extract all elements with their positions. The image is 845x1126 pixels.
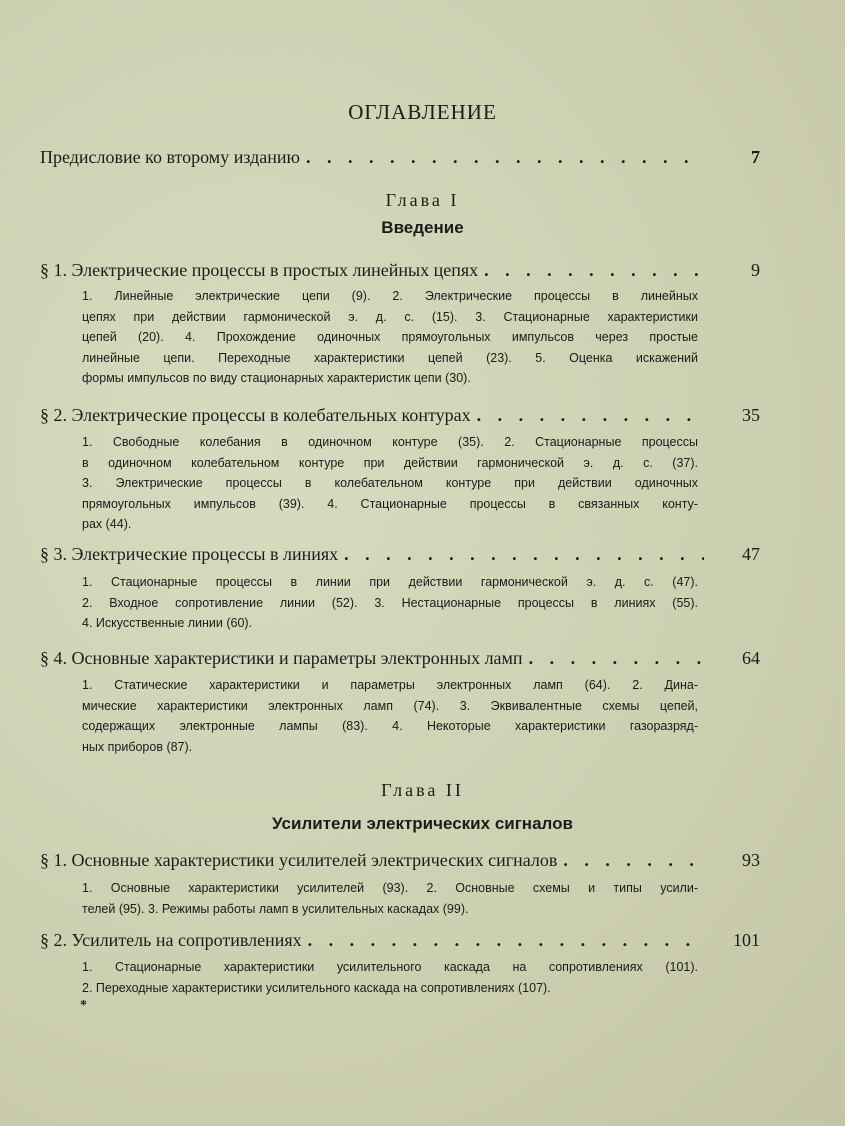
toc-page-number: 93 [742, 850, 760, 870]
toc-page-number: 9 [751, 260, 760, 280]
dot-leader [344, 544, 704, 565]
subtopic-line: 4. Искусственные линии (60). [82, 616, 253, 631]
dot-leader [563, 850, 704, 871]
subtopic-line: цепей (20). 4. Прохождение одиночных прямоугольных импульсов через простые [82, 330, 698, 345]
toc-page-number: 64 [742, 648, 760, 668]
section-subtopics [82, 957, 698, 998]
subtopic-line: 1. Стационарные процессы в линии при действии гармонической э. д. с. (47). [82, 575, 698, 589]
toc-page-number: 35 [742, 405, 760, 425]
chapter-title: Введение [381, 218, 464, 237]
subtopic-line: 2. Входное сопротивление линии (52). 3. Нестационарные процессы в линиях (55). [82, 595, 698, 610]
subtopic-line: 1. Статические характеристики и параметры электронных ламп (64). 2. Дина- [82, 678, 698, 692]
page-title: ОГЛАВЛЕНИЕ [348, 100, 497, 124]
toc-section [40, 930, 760, 951]
section-subtopics [82, 432, 698, 535]
chapter-label: Глава I [385, 190, 460, 210]
toc-page-number: 101 [733, 930, 760, 950]
section-heading: § 1. Электрические процессы в простых линейных цепях [40, 260, 479, 280]
toc-section [40, 544, 760, 565]
toc-entry-label: Предисловие ко второму изданию [40, 147, 300, 167]
subtopic-line: рах (44). [82, 517, 132, 532]
section-subtopics [82, 286, 698, 389]
section-heading: § 4. Основные характеристики и параметры электронных ламп [40, 648, 523, 668]
footer-mark: * [80, 998, 87, 1013]
section-heading: § 1. Основные характеристики усилителей электрических сигналов [40, 850, 558, 870]
subtopic-line: 1. Стационарные характеристики усилительного каскада на сопротивлениях (101). [82, 960, 698, 974]
subtopic-line: прямоугольных импульсов (39). 4. Стационарные процессы в связанных конту- [82, 496, 698, 511]
subtopic-line: мические характеристики электронных ламп (74). 3. Эквивалентные схемы цепей, [82, 698, 698, 713]
section-subtopics [82, 878, 698, 919]
section-heading: § 3. Электрические процессы в линиях [40, 544, 339, 564]
toc-section [40, 850, 760, 871]
subtopic-line: 2. Переходные характеристики усилительного каскада на сопротивлениях (107). [82, 980, 551, 995]
section-subtopics [82, 572, 698, 634]
dot-leader [306, 147, 704, 168]
toc-section [40, 648, 760, 669]
toc-section [40, 405, 760, 426]
toc-page-number: 47 [742, 544, 760, 564]
subtopic-line: содержащих электронные лампы (83). 4. Некоторые характеристики газоразряд- [82, 719, 698, 734]
dot-leader [308, 930, 704, 951]
subtopic-line: линейные цепи. Переходные характеристики цепей (23). 5. Оценка искажений [82, 350, 698, 365]
subtopic-line: 1. Линейные электрические цепи (9). 2. Электрические процессы в линейных [82, 289, 698, 303]
subtopic-line: в одиночном колебательном контуре при действии гармонической э. д. с. (37). [82, 455, 698, 470]
toc-page-number: 7 [751, 147, 760, 167]
dot-leader [477, 405, 704, 426]
section-heading: § 2. Электрические процессы в колебательных контурах [40, 405, 471, 425]
subtopic-line: телей (95). 3. Режимы работы ламп в усилительных каскадах (99). [82, 901, 469, 916]
chapter-title: Усилители электрических сигналов [272, 814, 573, 833]
subtopic-line: цепях при действии гармонической э. д. с. (15). 3. Стационарные характеристики [82, 309, 698, 324]
dot-leader [529, 648, 704, 669]
chapter-label: Глава II [381, 780, 464, 800]
toc-entry-preface [40, 147, 760, 168]
dot-leader [484, 260, 704, 281]
subtopic-line: 1. Свободные колебания в одиночном контуре (35). 2. Стационарные процессы [82, 435, 698, 449]
section-heading: § 2. Усилитель на сопротивлениях [40, 930, 302, 950]
subtopic-line: ных приборов (87). [82, 739, 193, 754]
subtopic-line: формы импульсов по виду стационарных характеристик цепи (30). [82, 371, 471, 386]
subtopic-line: 3. Электрические процессы в колебательном контуре при действии одиночных [82, 476, 698, 491]
section-subtopics [82, 675, 698, 757]
subtopic-line: 1. Основные характеристики усилителей (93). 2. Основные схемы и типы усили- [82, 881, 698, 895]
toc-section [40, 260, 760, 281]
